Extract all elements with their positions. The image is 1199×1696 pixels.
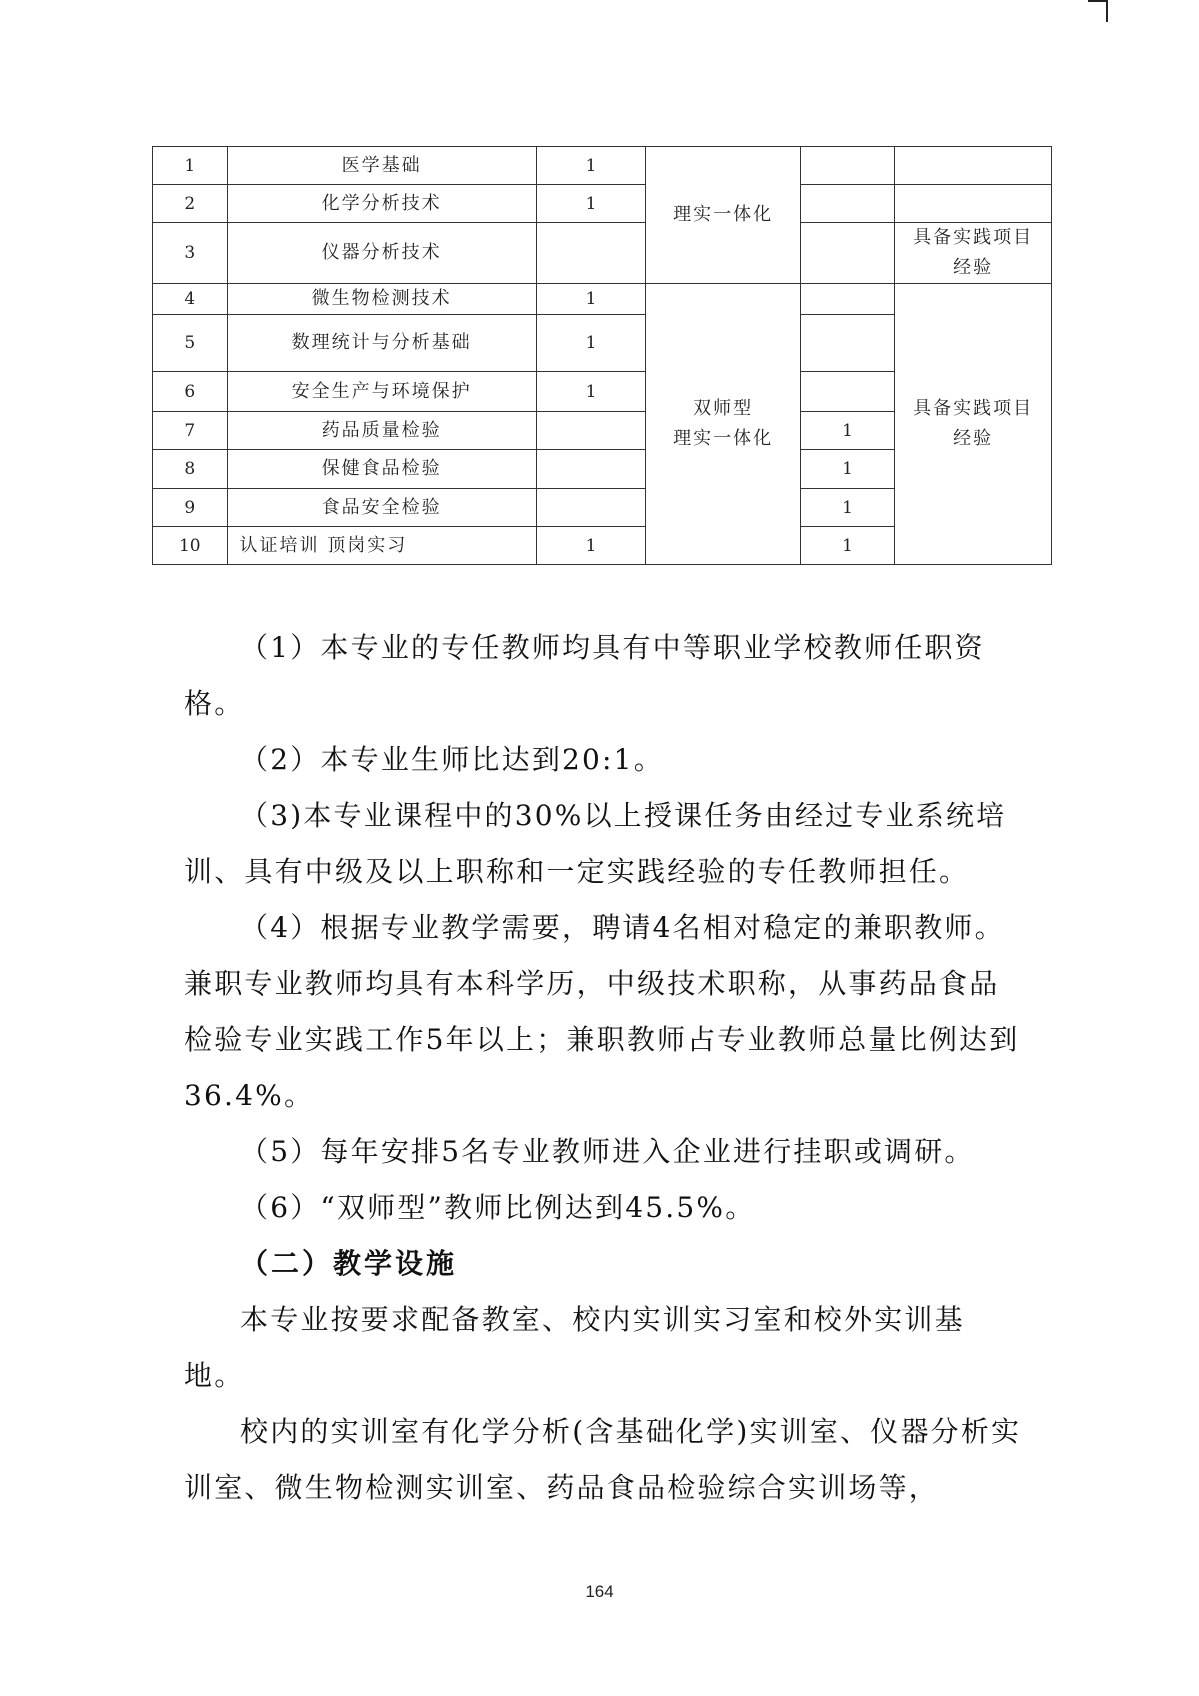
teaching-type-line: 双师型 xyxy=(693,398,754,419)
teaching-type-line: 理实一体化 xyxy=(673,428,774,449)
teaching-type-cell: 理实一体化 xyxy=(646,147,801,284)
full-time-count xyxy=(536,412,646,450)
full-time-count xyxy=(536,450,646,489)
course-name: 医学基础 xyxy=(227,147,536,185)
paragraph: （5）每年安排5名专业教师进入企业进行挂职或调研。 xyxy=(240,1135,975,1168)
course-name: 药品质量检验 xyxy=(227,412,536,450)
page-number: 164 xyxy=(585,1582,614,1601)
row-number: 3 xyxy=(153,223,228,284)
requirement-cell xyxy=(895,147,1052,185)
teaching-type-cell xyxy=(646,284,801,565)
course-name: 保健食品检验 xyxy=(227,450,536,489)
part-time-count: 1 xyxy=(800,450,894,489)
section-heading: （二）教学设施 xyxy=(240,1247,458,1280)
crop-mark xyxy=(1088,0,1108,22)
part-time-count xyxy=(800,185,894,223)
part-time-count: 1 xyxy=(800,412,894,450)
full-time-count xyxy=(536,489,646,527)
course-name: 数理统计与分析基础 xyxy=(227,315,536,372)
full-time-count: 1 xyxy=(536,527,646,565)
part-time-count: 1 xyxy=(800,527,894,565)
full-time-count: 1 xyxy=(536,372,646,412)
table-row xyxy=(153,284,1052,315)
full-time-count xyxy=(536,223,646,284)
requirement-line: 经验 xyxy=(953,428,994,449)
full-time-count: 1 xyxy=(536,185,646,223)
row-number: 7 xyxy=(153,412,228,450)
paragraph: （6）“双师型”教师比例达到45.5%。 xyxy=(240,1191,756,1224)
paragraph: （4）根据专业教学需要，聘请4名相对稳定的兼职教师。兼职专业教师均具有本科学历，中级技术职称，从事药品食品检验专业实践工作5年以上；兼职教师占专业教师总量比例达到36.4%。 xyxy=(184,911,1020,1112)
row-number: 9 xyxy=(153,489,228,527)
part-time-count xyxy=(800,223,894,284)
full-time-count: 1 xyxy=(536,284,646,315)
requirement-line: 具备实践项目 xyxy=(913,227,1034,248)
requirement-line: 具备实践项目 xyxy=(913,398,1034,419)
table-row xyxy=(153,147,1052,185)
requirement-line: 经验 xyxy=(953,257,994,278)
part-time-count xyxy=(800,315,894,372)
row-number: 5 xyxy=(153,315,228,372)
paragraph: （2）本专业生师比达到20:1。 xyxy=(240,743,664,776)
row-number: 6 xyxy=(153,372,228,412)
course-name: 化学分析技术 xyxy=(227,185,536,223)
part-time-count xyxy=(800,147,894,185)
requirement-cell xyxy=(895,284,1052,565)
document-body xyxy=(184,620,1024,1516)
part-time-count xyxy=(800,372,894,412)
paragraph: （1）本专业的专任教师均具有中等职业学校教师任职资格。 xyxy=(184,631,985,720)
row-number: 10 xyxy=(153,527,228,565)
course-name: 食品安全检验 xyxy=(227,489,536,527)
requirement-cell xyxy=(895,223,1052,284)
requirement-cell xyxy=(895,185,1052,223)
part-time-count xyxy=(800,284,894,315)
part-time-count: 1 xyxy=(800,489,894,527)
table-row xyxy=(153,223,1052,284)
teacher-allocation-table xyxy=(152,146,1052,565)
row-number: 2 xyxy=(153,185,228,223)
row-number: 8 xyxy=(153,450,228,489)
course-name: 认证培训 顶岗实习 xyxy=(227,527,536,565)
course-name: 微生物检测技术 xyxy=(227,284,536,315)
full-time-count: 1 xyxy=(536,315,646,372)
course-name: 仪器分析技术 xyxy=(227,223,536,284)
paragraph: 校内的实训室有化学分析(含基础化学)实训室、仪器分析实训室、微生物检测实训室、药品食品检验综合实训场等， xyxy=(184,1415,1022,1504)
row-number: 1 xyxy=(153,147,228,185)
full-time-count: 1 xyxy=(536,147,646,185)
paragraph: 本专业按要求配备教室、校内实训实习室和校外实训基地。 xyxy=(184,1303,965,1392)
row-number: 4 xyxy=(153,284,228,315)
paragraph: （3)本专业课程中的30%以上授课任务由经过专业系统培训、具有中级及以上职称和一定实践经验的专任教师担任。 xyxy=(184,799,1007,888)
course-name: 安全生产与环境保护 xyxy=(227,372,536,412)
table-row xyxy=(153,185,1052,223)
